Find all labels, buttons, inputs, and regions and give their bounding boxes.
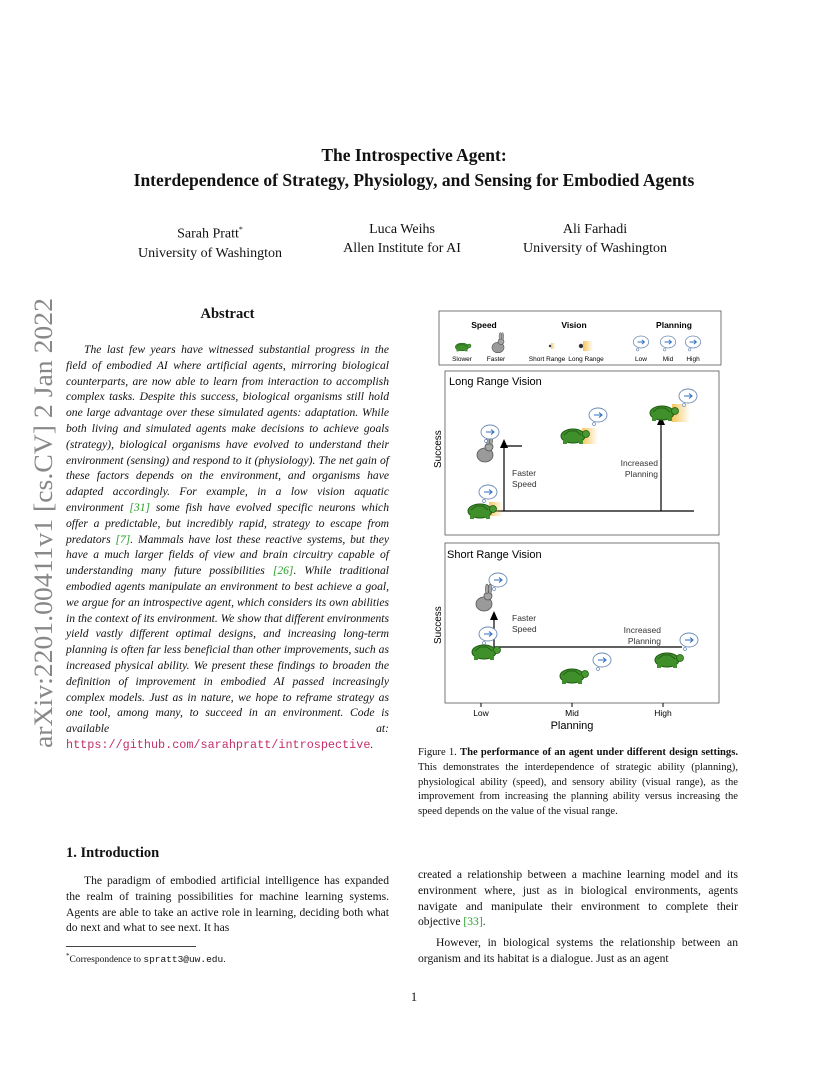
x-tick-label-high: High <box>654 708 672 718</box>
panel-short-range-title: Short Range Vision <box>447 549 542 561</box>
author-3 <box>485 220 705 258</box>
intro-right-paragraph-2: However, in biological systems the relationship between an organism and its habitat is a dialogue. Just as an agent <box>418 936 738 965</box>
intro-heading: 1. Introduction <box>66 845 160 861</box>
title-line-2: Interdependence of Strategy, Physiology, and Sensing for Embodied Agents <box>133 170 695 190</box>
caption-bold: The performance of an agent under different design settings. <box>460 747 738 758</box>
intro-left-paragraph: The paradigm of embodied artificial intelligence has expanded the realm of training possibilities for machine learning systems. Agents are able to take an active role in learning, deciding both what do next and what to see next. It has <box>66 874 389 935</box>
abstract-text-4: . While traditional embodied agents manipulate an environment to best achieve a goal, we argue for an introspective agent, which considers its own abilities in the context of its environment. We show that different environments yield vastly different optimal designs, and increasing long-term planning is often far less beneficial than other improvements, such as increased physical ability. We present these findings to broaden the definition of improvement in embodied AI passed increasingly complex models. Just as in nature, we hope to reframe strategy as one tool, among many, to succeed in an environment. Code is available at: <box>66 564 390 736</box>
legend-high: High <box>686 356 700 363</box>
abstract-text-1: The last few years have witnessed substantial progress in the field of embodied AI where artificial agents, mirroring biological counterparts, are now able to learn from interaction to accomplish complex tasks. Despite this success, biological organisms still hold one large advantage over these simulated agents: adaptation. While both living and simulated agents make decisions to achieve goals (strategy), biological organisms have evolved to understand their environment (sensing) and respond to it (physiology). The net gain of these factors depends on the environment, and organisms have adapted accordingly. For example, in a low vision aquatic environment <box>66 343 389 514</box>
author-name: Sarah Pratt <box>177 226 239 242</box>
faster-speed-label: Speed <box>512 624 537 634</box>
author-name: Ali Farhadi <box>562 222 628 237</box>
citation-7[interactable]: [7] <box>115 532 131 546</box>
increased-planning-label: Planning <box>624 469 658 479</box>
footnote-end: . <box>223 955 226 966</box>
page-number: 1 <box>410 990 418 1004</box>
figure-caption <box>418 746 738 820</box>
intro-right-text-end: . <box>482 915 486 929</box>
citation-33[interactable]: [33] <box>463 915 483 929</box>
long-range-glow-icon <box>583 341 593 351</box>
increased-planning-label: Increased <box>623 625 661 635</box>
footnote-rule <box>66 946 196 947</box>
intro-right-paragraph-1 <box>418 867 738 930</box>
intro-right-text: created a relationship between a machine learning model and its environment where, just as in biological environments, agents navigate and manipulate their environment to complete their objective <box>418 868 738 929</box>
increased-planning-label: Planning <box>627 636 661 646</box>
author-mark: * <box>238 225 243 234</box>
x-axis-label: Planning <box>550 720 594 732</box>
code-url-link[interactable]: https://github.com/sarahpratt/introspective <box>66 737 371 752</box>
citation-26[interactable]: [26] <box>272 564 294 578</box>
increased-planning-label: Increased <box>620 458 658 468</box>
abstract-body <box>66 342 389 754</box>
x-tick-label-mid: Mid <box>565 708 579 718</box>
x-tick-label-low: Low <box>473 708 489 718</box>
author-affiliation: University of Washington <box>522 241 668 256</box>
footnote-mark: * <box>66 952 70 960</box>
author-1 <box>100 220 320 263</box>
abstract-text-2: some fish have evolved specific neurons which offer a predictable, but incredibly rapid, strategy to escape from predators <box>66 500 389 546</box>
short-range-eye-icon <box>549 345 551 347</box>
footnote-text: Correspondence to <box>69 955 144 966</box>
y-axis-label-2: Success <box>433 606 444 644</box>
paper-title <box>0 143 828 193</box>
title-line-1: The Introspective Agent: <box>321 145 507 165</box>
legend-low: Low <box>635 356 647 363</box>
faster-speed-label: Faster <box>512 613 537 623</box>
figure-1 <box>433 310 722 734</box>
faster-speed-label: Faster <box>512 468 537 478</box>
author-2 <box>292 220 512 258</box>
caption-text: This demonstrates the interdependence of strategic ability (planning), physiological ability (speed), and sensory ability (visual range), as the improvement from increasing the planning ability versus increasing the speed depends on the value of the visual range. <box>418 761 738 818</box>
arxiv-id: arXiv:2201.00411v1 [cs.CV] 2 Jan 2022 <box>29 325 58 748</box>
author-affiliation: Allen Institute for AI <box>343 241 461 256</box>
citation-31[interactable]: [31] <box>129 500 151 514</box>
long-range-eye-icon <box>579 344 583 348</box>
footnote <box>66 952 226 965</box>
arxiv-stamp <box>14 295 60 750</box>
footnote-email[interactable]: spratt3@uw.edu <box>143 954 224 966</box>
author-affiliation: University of Washington <box>137 245 283 261</box>
abstract-text-3: . Mammals have lost these reactive systems, but they have a much larger fields of view and brain circuitry capable of understanding many future possibilities <box>66 532 389 578</box>
legend-long-range: Long Range <box>568 356 604 363</box>
legend-short-range: Short Range <box>528 356 566 363</box>
abstract-text-5: . <box>370 737 374 751</box>
panel-long-range-title: Long Range Vision <box>449 376 542 388</box>
legend-faster: Faster <box>486 356 506 363</box>
legend-vision-label: Vision <box>561 320 587 330</box>
legend-mid: Mid <box>662 356 674 363</box>
legend-speed-label: Speed <box>471 320 497 330</box>
faster-speed-label: Speed <box>512 479 537 489</box>
y-axis-label-1: Success <box>433 430 444 468</box>
legend-planning-label: Planning <box>656 320 692 330</box>
legend-slower: Slower <box>452 356 472 363</box>
author-name: Luca Weihs <box>369 222 435 237</box>
caption-label: Figure 1. <box>418 747 457 758</box>
short-range-glow-icon <box>551 343 555 349</box>
abstract-heading: Abstract <box>200 306 255 322</box>
